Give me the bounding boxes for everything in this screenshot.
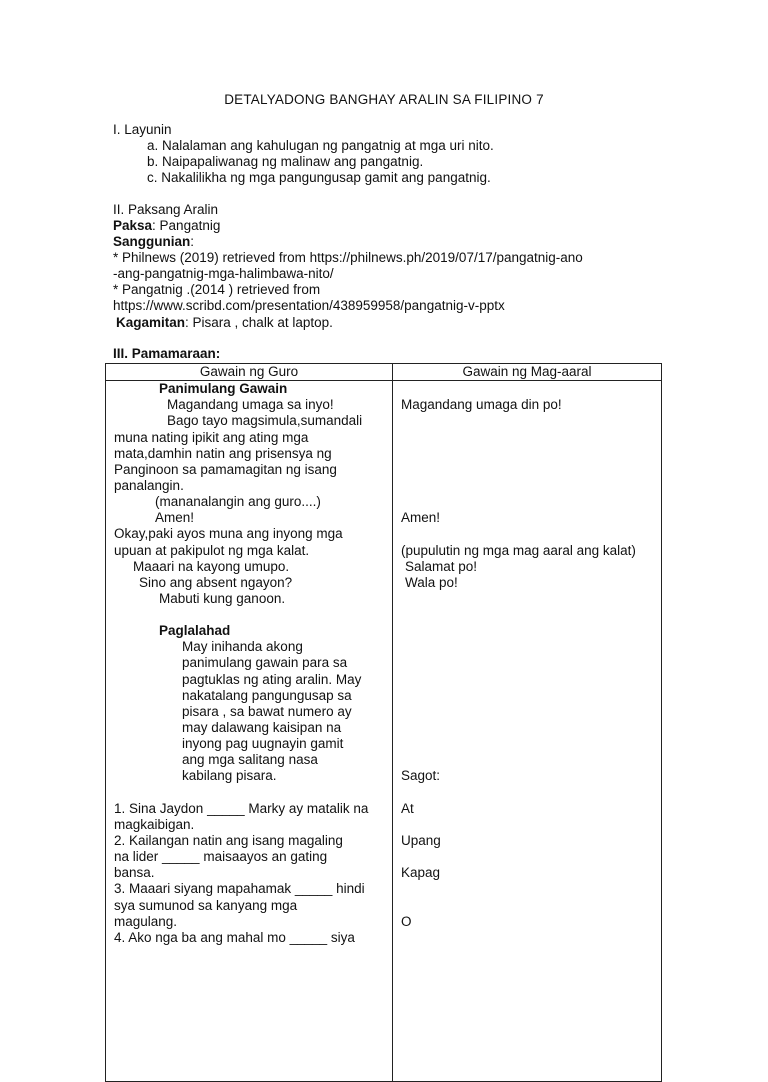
question-3: 3. Maaari siyang mapahamak _____ hindi: [114, 881, 365, 896]
guro-line: Magandang umaga sa inyo!: [167, 397, 334, 412]
guro-line: Sino ang absent ngayon?: [139, 575, 293, 590]
reference-1a: * Philnews (2019) retrieved from https://philnews.ph/2019/07/17/pangatnig-ano: [113, 250, 583, 265]
sanggunian-colon: :: [190, 234, 195, 249]
panimulang-gawain-heading: Panimulang Gawain: [159, 381, 288, 396]
paksa-label: Paksa: [113, 218, 153, 233]
guro-line: (mananalangin ang guro....): [155, 494, 321, 509]
question-3-cont: magulang.: [114, 914, 178, 929]
guro-line: Mabuti kung ganoon.: [159, 591, 286, 606]
lesson-procedure-table: [105, 363, 662, 1082]
guro-line: Bago tayo magsimula,sumandali: [167, 413, 363, 428]
question-2-cont: na lider _____ maisaayos an gating: [114, 849, 328, 864]
reference-2b: https://www.scribd.com/presentation/438959958/pangatnig-v-pptx: [113, 298, 505, 313]
paksang-aralin-heading: II. Paksang Aralin: [113, 202, 219, 217]
guro-line: pagtuklas ng ating aralin. May: [182, 672, 362, 687]
objective-c: c. Nakalilikha ng mga pangungusap gamit ang pangatnig.: [147, 170, 491, 185]
objective-b: b. Naipapaliwanag ng malinaw ang pangatnig.: [147, 154, 424, 169]
col-header-guro: Gawain ng Guro: [106, 364, 393, 381]
guro-line: may dalawang kaisipan na: [182, 720, 342, 735]
student-response: Salamat po!: [405, 559, 478, 574]
guro-line: muna nating ipikit ang ating mga: [114, 430, 309, 445]
sanggunian-label: Sanggunian: [113, 234, 191, 249]
guro-line: kabilang pisara.: [182, 768, 277, 783]
guro-line: mata,damhin natin ang prisensya ng: [114, 446, 332, 461]
student-response: Magandang umaga din po!: [401, 397, 562, 412]
kagamitan-value: : Pisara , chalk at laptop.: [185, 315, 333, 330]
guro-line: Maaari na kayong umupo.: [133, 559, 290, 574]
guro-cell: [106, 381, 393, 1082]
guro-line: panalangin.: [114, 478, 184, 493]
paksa-value: : Pangatnig: [152, 218, 221, 233]
reference-1b: -ang-pangatnig-mga-halimbawa-nito/: [113, 266, 334, 281]
answer-2: Upang: [401, 833, 441, 848]
answer-1: At: [401, 801, 414, 816]
magaaral-cell: [393, 381, 662, 1082]
kagamitan-label: Kagamitan: [116, 315, 186, 330]
guro-line: Okay,paki ayos muna ang inyong mga: [114, 526, 343, 541]
objective-a: a. Nalalaman ang kahulugan ng pangatnig at mga uri nito.: [147, 138, 494, 153]
question-1: 1. Sina Jaydon _____ Marky ay matalik na: [114, 801, 369, 816]
guro-line: upuan at pakipulot ng mga kalat.: [114, 543, 310, 558]
layunin-heading: I. Layunin: [113, 122, 172, 137]
guro-line: pisara , sa bawat numero ay: [182, 704, 352, 719]
question-4: 4. Ako nga ba ang mahal mo _____ siya: [114, 930, 355, 945]
student-response: (pupulutin ng mga mag aaral ang kalat): [401, 543, 636, 558]
answer-4: O: [401, 914, 412, 929]
guro-line: Amen!: [155, 510, 195, 525]
sagot-label: Sagot:: [401, 768, 441, 783]
guro-line: May inihanda akong: [182, 639, 303, 654]
guro-line: inyong pag uugnayin gamit: [182, 736, 344, 751]
guro-line: nakatalang pangungusap sa: [182, 688, 352, 703]
question-2: 2. Kailangan natin ang isang magaling: [114, 833, 343, 848]
question-2-cont: bansa.: [114, 865, 155, 880]
paglalahad-heading: Paglalahad: [159, 623, 231, 638]
document-title: DETALYADONG BANGHAY ARALIN SA FILIPINO 7: [224, 92, 544, 107]
col-header-magaaral: Gawain ng Mag-aaral: [393, 364, 662, 381]
student-response: Amen!: [401, 510, 441, 525]
guro-line: panimulang gawain para sa: [182, 655, 348, 670]
answer-3: Kapag: [401, 865, 441, 880]
question-3-cont: sya sumunod sa kanyang mga: [114, 898, 298, 913]
guro-line: Panginoon sa pamamagitan ng isang: [114, 462, 337, 477]
kagamitan-line: [116, 315, 333, 331]
guro-line: ang mga salitang nasa: [182, 752, 318, 767]
student-response: Wala po!: [405, 575, 458, 590]
pamamaraan-heading: III. Pamamaraan:: [113, 346, 221, 361]
sanggunian-line: [113, 234, 194, 250]
paksa-line: [113, 218, 220, 234]
question-1-cont: magkaibigan.: [114, 817, 195, 832]
reference-2a: * Pangatnig .(2014 ) retrieved from: [113, 282, 321, 297]
